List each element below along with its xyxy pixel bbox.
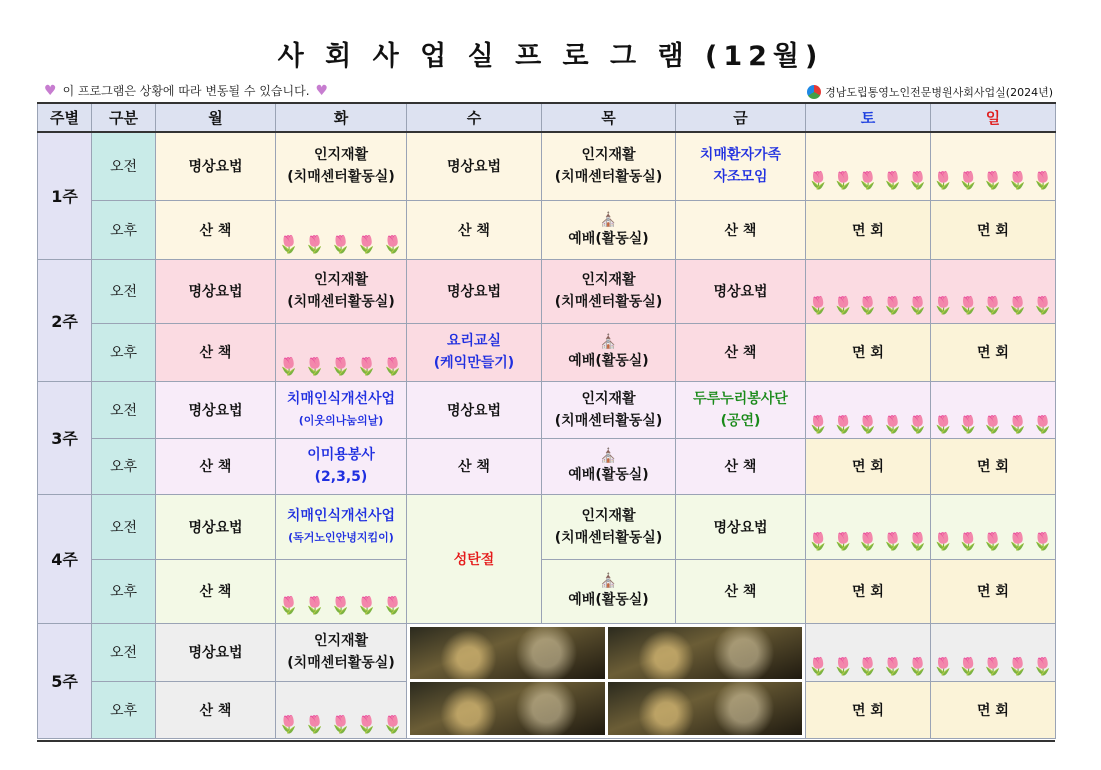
header-mon: 월 [156,103,276,132]
mon-am: 명상요법 [156,381,276,438]
fri-pm: 산 책 [676,200,806,259]
cell-line: (치매센터활동실) [554,169,663,186]
mon-pm: 산 책 [156,438,276,494]
page-title: 사 회 사 업 실 프 로 그 램 (12월) [277,41,824,72]
tue-pm [276,323,407,381]
fri-pm: 산 책 [676,559,806,623]
cell-line: 예배(활동실) [568,592,649,608]
fri-am [676,132,806,200]
thu-pm [542,200,676,259]
tue-pm [276,681,407,738]
sun-pm: 면 회 [931,559,1056,623]
christmas-photo [410,682,605,735]
tulip-decoration-icon: 🌷 🌷 🌷 🌷 🌷 [932,531,1054,551]
cell-line: (치매센터활동실) [554,412,663,429]
cell-line: (치매센터활동실) [287,655,395,671]
header-thu: 목 [542,103,676,132]
bottom-border [37,740,1055,742]
mon-am: 명상요법 [156,623,276,681]
christmas-photo [410,627,605,680]
week-label: 2주 [38,259,92,381]
wed-am: 명상요법 [407,259,542,323]
tulip-decoration-icon: 🌷 🌷 🌷 🌷 🌷 [932,414,1054,434]
christmas-photo [608,627,803,680]
table-row [38,323,1056,381]
thu-am [542,494,676,559]
sun-pm: 면 회 [931,438,1056,494]
sat-pm: 면 회 [806,559,931,623]
tulip-decoration-icon: 🌷 🌷 🌷 🌷 🌷 [932,296,1054,315]
table-row [38,494,1056,559]
wed-am: 명상요법 [407,381,542,438]
pm-label: 오후 [92,438,156,494]
organization-name: 경남도립통영노인전문병원사회사업실(2024년) [825,86,1053,99]
cell-line: 치매인식개선사업 [286,507,396,524]
sun-am [931,381,1056,438]
table-row [38,259,1056,323]
sat-am [806,259,931,323]
am-label: 오전 [92,381,156,438]
org-logo-icon [807,85,821,99]
thu-am [542,132,676,200]
tulip-decoration-icon: 🌷 🌷 🌷 🌷 🌷 [807,414,929,434]
cell-line: (치매센터활동실) [287,169,395,186]
tue-am [276,132,407,200]
wed-pm: 산 책 [407,200,542,259]
fri-pm: 산 책 [676,438,806,494]
tue-am [276,494,407,559]
tulip-decoration-icon: 🌷 🌷 🌷 🌷 🌷 [932,657,1054,676]
church-icon: ⛪ [599,573,618,589]
sun-pm: 면 회 [931,681,1056,738]
header-tue: 화 [276,103,407,132]
mon-pm: 산 책 [156,681,276,738]
mon-am: 명상요법 [156,132,276,200]
notice [44,82,328,99]
sat-am [806,494,931,559]
cell-line: 예배(활동실) [568,353,649,369]
sun-pm: 면 회 [931,200,1056,259]
pm-label: 오후 [92,323,156,381]
cell-line: 치매인식개선사업 [286,390,396,407]
week-label: 4주 [38,494,92,623]
tulip-decoration-icon: 🌷 🌷 🌷 🌷 🌷 [932,171,1054,191]
mon-pm: 산 책 [156,200,276,259]
pm-label: 오후 [92,681,156,738]
notice-text: 이 프로그램은 상황에 따라 변동될 수 있습니다. [62,84,310,98]
cell-line: 이미용봉사 [307,447,375,463]
sat-am [806,381,931,438]
church-icon: ⛪ [599,448,618,464]
pm-label: 오후 [92,559,156,623]
christmas-photo-collage [407,623,806,738]
tulip-decoration-icon: 🌷 🌷 🌷 🌷 🌷 [807,171,929,191]
wed-am: 명상요법 [407,132,542,200]
wed-pm: 산 책 [407,438,542,494]
week-label: 1주 [38,132,92,259]
tulip-decoration-icon: 🌷 🌷 🌷 🌷 🌷 [278,596,404,615]
sun-pm: 면 회 [931,323,1056,381]
tulip-decoration-icon: 🌷 🌷 🌷 🌷 🌷 [278,714,404,734]
cell-line: (치매센터활동실) [554,529,663,546]
table-row [38,623,1056,681]
header-sun: 일 [931,103,1056,132]
tue-am [276,381,407,438]
cell-line: 두루누리봉사단 [693,390,788,407]
tulip-decoration-icon: 🌷 🌷 🌷 🌷 🌷 [278,234,404,254]
header-sat: 토 [806,103,931,132]
cell-line: 예배(활동실) [568,467,649,483]
tulip-decoration-icon: 🌷 🌷 🌷 🌷 🌷 [807,296,929,315]
tue-pm [276,559,407,623]
cell-line: (치매센터활동실) [287,294,395,310]
cell-line: 인지재활 [581,390,636,407]
sun-am [931,623,1056,681]
thu-pm [542,323,676,381]
table-row [38,132,1056,200]
cell-line: 인지재활 [581,507,636,524]
fri-am: 명상요법 [676,259,806,323]
cell-line: (독거노인안녕지킴이) [288,530,394,544]
cell-line: 인지재활 [313,147,369,164]
cell-line: 인지재활 [313,272,369,288]
tulip-decoration-icon: 🌷 🌷 🌷 🌷 🌷 [807,657,929,676]
fri-pm: 산 책 [676,323,806,381]
table-row [38,381,1056,438]
tue-pm [276,200,407,259]
mon-pm: 산 책 [156,559,276,623]
tue-am [276,259,407,323]
cell-line: 요리교실 [446,333,502,349]
thu-pm [542,559,676,623]
table-row [38,200,1056,259]
thu-am [542,259,676,323]
church-icon: ⛪ [599,334,618,350]
week-label: 3주 [38,381,92,494]
cell-line: (2,3,5) [314,469,368,485]
am-label: 오전 [92,494,156,559]
heart-icon: ♥ [44,82,57,99]
sun-am [931,494,1056,559]
cell-line: 예배(활동실) [568,230,649,247]
am-label: 오전 [92,259,156,323]
organization [807,84,1053,100]
sat-pm: 면 회 [806,438,931,494]
fri-am: 명상요법 [676,494,806,559]
tulip-decoration-icon: 🌷 🌷 🌷 🌷 🌷 [278,357,404,376]
sun-am [931,132,1056,200]
header-wed: 수 [407,103,542,132]
heart-icon: ♥ [315,82,329,99]
sun-am [931,259,1056,323]
thu-pm [542,438,676,494]
header-fri: 금 [676,103,806,132]
cell-line: (공연) [720,412,761,429]
header-row [38,103,1056,132]
am-label: 오전 [92,623,156,681]
am-label: 오전 [92,132,156,200]
cell-line: 인지재활 [581,147,636,164]
sat-pm: 면 회 [806,200,931,259]
header-type: 구분 [92,103,156,132]
table-row [38,438,1056,494]
sat-am [806,623,931,681]
week-label: 5주 [38,623,92,738]
cell-line: 자조모임 [713,169,768,186]
mon-am: 명상요법 [156,259,276,323]
tulip-decoration-icon: 🌷 🌷 🌷 🌷 🌷 [807,531,929,551]
christmas-photo [608,682,803,735]
header-week: 주별 [38,103,92,132]
wed-christmas: 성탄절 [407,494,542,623]
cell-line: 치매환자가족 [699,147,782,164]
sat-am [806,132,931,200]
cell-line: (치매센터활동실) [554,294,663,310]
tue-am [276,623,407,681]
schedule-table [37,102,1056,739]
cell-line: 인지재활 [581,272,636,288]
cell-line: (이웃의나눔의날) [298,413,384,427]
wed-pm [407,323,542,381]
sat-pm: 면 회 [806,681,931,738]
tue-pm [276,438,407,494]
thu-am [542,381,676,438]
church-icon: ⛪ [599,211,618,228]
sat-pm: 면 회 [806,323,931,381]
fri-am [676,381,806,438]
table-row [38,559,1056,623]
mon-pm: 산 책 [156,323,276,381]
cell-line: (케익만들기) [433,355,515,371]
cell-line: 인지재활 [313,633,369,649]
mon-am: 명상요법 [156,494,276,559]
pm-label: 오후 [92,200,156,259]
